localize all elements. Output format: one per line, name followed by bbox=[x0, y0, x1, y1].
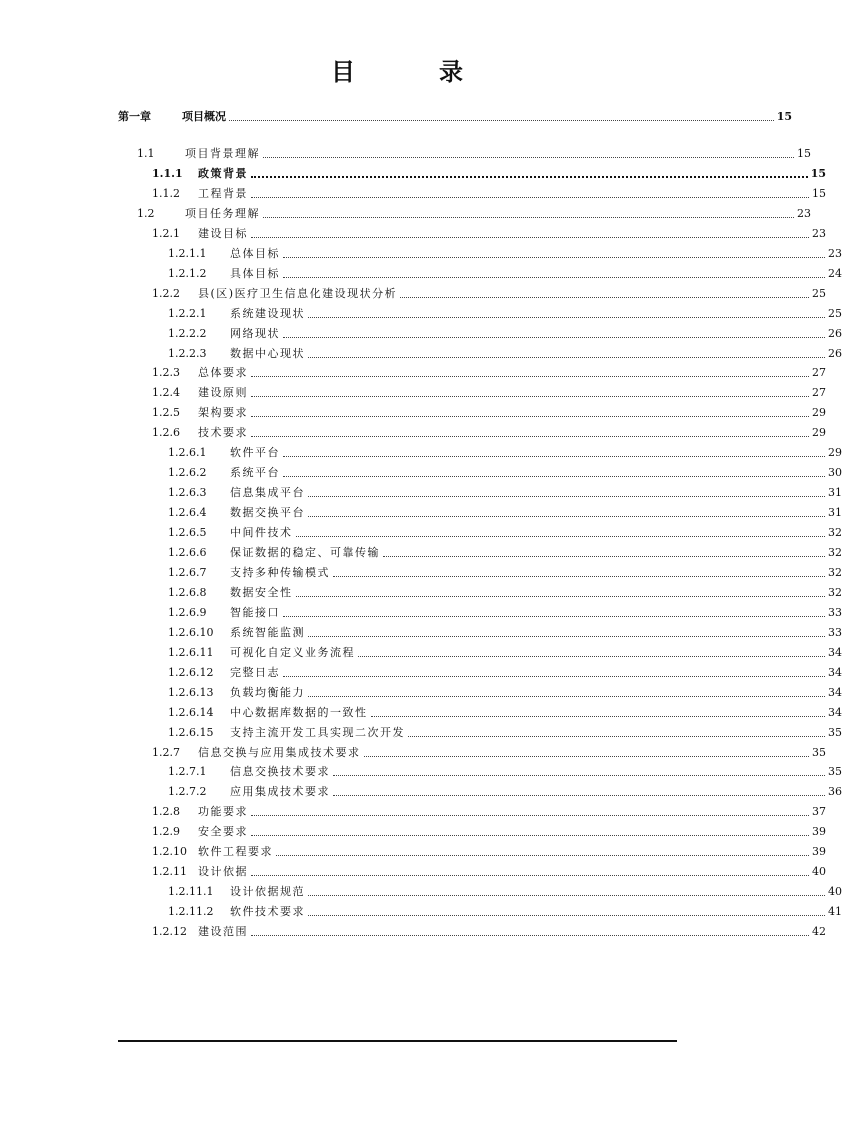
toc-entry bbox=[0, 584, 842, 600]
toc-entry-title: 总体目标 bbox=[230, 246, 280, 260]
toc-entry-number: 1.2.3 bbox=[152, 366, 180, 380]
toc-entry-number: 1.2.6.4 bbox=[168, 506, 207, 520]
footer-divider bbox=[118, 1040, 677, 1042]
dot-leader bbox=[296, 535, 826, 537]
toc-entry-title: 数据交换平台 bbox=[230, 506, 305, 520]
toc-entry-title: 县(区)医疗卫生信息化建设现状分析 bbox=[198, 286, 398, 300]
toc-entry-title: 支持多种传输模式 bbox=[230, 565, 330, 579]
toc-entry-label bbox=[152, 825, 248, 839]
toc-entry bbox=[0, 504, 842, 520]
toc-entry bbox=[0, 664, 842, 680]
toc-page-number: 25 bbox=[828, 306, 842, 320]
toc-page-number: 39 bbox=[812, 825, 826, 839]
toc-entry bbox=[0, 604, 842, 620]
toc-entry-title: 可视化自定义业务流程 bbox=[230, 645, 355, 659]
dot-leader bbox=[283, 455, 825, 457]
toc-entry-label bbox=[168, 586, 293, 600]
toc-entry-number: 1.1 bbox=[137, 147, 155, 160]
toc-entry-title: 软件技术要求 bbox=[230, 905, 305, 919]
toc-entry bbox=[0, 364, 826, 380]
dot-leader bbox=[251, 435, 809, 437]
toc-entry bbox=[0, 644, 842, 660]
toc-entry-label bbox=[168, 885, 305, 899]
toc-entry bbox=[0, 444, 842, 460]
toc-entry bbox=[0, 245, 842, 261]
toc-entry-number: 1.2.11 bbox=[152, 865, 187, 879]
toc-entry-label bbox=[152, 746, 361, 760]
toc-entry bbox=[0, 883, 842, 899]
toc-entry-number: 1.2.6.13 bbox=[168, 685, 214, 699]
toc-entry-title: 数据中心现状 bbox=[230, 346, 305, 360]
dot-leader bbox=[333, 774, 825, 776]
toc-entry-title: 系统建设现状 bbox=[230, 306, 305, 320]
toc-entry-number: 1.2.6.12 bbox=[168, 665, 214, 679]
toc-entry bbox=[0, 384, 826, 400]
toc-entry-title: 政策背景 bbox=[198, 166, 248, 180]
toc-page-number: 24 bbox=[828, 266, 842, 280]
toc-entry-title: 完整日志 bbox=[230, 665, 280, 679]
toc-entry-label bbox=[168, 566, 330, 580]
toc-entry-label bbox=[168, 606, 280, 620]
dot-leader bbox=[251, 874, 809, 876]
toc-entry-title: 软件平台 bbox=[230, 446, 280, 460]
dot-leader bbox=[283, 256, 825, 258]
toc-page-number: 32 bbox=[828, 565, 842, 579]
toc-entry bbox=[0, 783, 842, 799]
toc-entry bbox=[0, 424, 826, 440]
toc-entry-label bbox=[168, 726, 405, 740]
toc-entry-label bbox=[152, 366, 248, 380]
toc-entry-title: 信息集成平台 bbox=[230, 486, 305, 500]
toc-entry-label bbox=[168, 686, 305, 700]
toc-page-number: 33 bbox=[828, 625, 842, 639]
dot-leader bbox=[251, 236, 809, 238]
dot-leader bbox=[383, 555, 825, 557]
toc-entry-title: 具体目标 bbox=[230, 266, 280, 280]
toc-entry bbox=[0, 624, 842, 640]
toc-page-number: 40 bbox=[828, 885, 842, 899]
toc-entry-title: 建设范围 bbox=[198, 925, 248, 939]
toc-page-number: 40 bbox=[812, 865, 826, 879]
toc-entry-title: 项目任务理解 bbox=[185, 206, 260, 220]
toc-entry-title: 工程背景 bbox=[198, 186, 248, 200]
toc-entry-title: 架构要求 bbox=[198, 406, 248, 420]
toc-entry bbox=[0, 923, 826, 939]
dot-leader bbox=[400, 296, 809, 298]
toc-entry-number: 1.2.8 bbox=[152, 805, 180, 819]
toc-entry bbox=[0, 843, 826, 859]
toc-entry bbox=[0, 305, 842, 321]
dot-leader bbox=[308, 356, 825, 358]
toc-entry bbox=[0, 684, 842, 700]
toc-entry-title: 应用集成技术要求 bbox=[230, 785, 330, 799]
toc-entry-label bbox=[152, 865, 248, 879]
toc-entry-label bbox=[168, 785, 330, 799]
toc-entry-title: 中间件技术 bbox=[230, 526, 293, 540]
toc-page-number: 34 bbox=[828, 705, 842, 719]
dot-leader bbox=[333, 794, 825, 796]
toc-entry-title: 信息交换与应用集成技术要求 bbox=[198, 745, 361, 759]
toc-entry bbox=[0, 265, 842, 281]
toc-page-number: 23 bbox=[828, 246, 842, 260]
dot-leader bbox=[251, 415, 809, 417]
toc-entry-label bbox=[152, 386, 248, 400]
toc-page-number: 33 bbox=[828, 605, 842, 619]
toc-entry-number: 1.2.4 bbox=[152, 386, 180, 400]
toc-entry-number: 1.2.2.1 bbox=[168, 306, 207, 320]
toc-entry bbox=[0, 325, 842, 341]
toc-entry-number: 1.2.6.6 bbox=[168, 546, 207, 559]
toc-entry-number: 1.2 bbox=[137, 206, 155, 220]
toc-entry bbox=[0, 524, 842, 540]
toc-entry-title: 数据安全性 bbox=[230, 585, 293, 599]
toc-entry bbox=[0, 863, 826, 879]
toc-page-number: 35 bbox=[828, 725, 842, 739]
toc-entry-title: 技术要求 bbox=[198, 426, 248, 440]
toc-entry bbox=[0, 404, 826, 420]
toc-entry bbox=[0, 724, 842, 740]
toc-page-number: 15 bbox=[810, 166, 826, 180]
dot-leader bbox=[364, 755, 810, 757]
toc-entry-number: 1.2.6.8 bbox=[168, 585, 207, 599]
toc-entry-number: 1.2.6.3 bbox=[168, 486, 207, 500]
toc-entry-number: 1.2.7.1 bbox=[168, 765, 207, 779]
toc-entry-label bbox=[168, 546, 380, 560]
toc-entry-label bbox=[152, 406, 248, 420]
toc-entry-label bbox=[168, 247, 280, 261]
toc-entry-title: 支持主流开发工具实现二次开发 bbox=[230, 725, 405, 739]
toc-entry-number: 1.2.6.7 bbox=[168, 565, 207, 579]
dot-leader bbox=[251, 834, 809, 836]
toc-entry-label bbox=[152, 187, 248, 201]
toc-entry-number: 1.1.2 bbox=[152, 186, 180, 200]
toc-entry bbox=[0, 484, 842, 500]
toc-entry bbox=[0, 205, 811, 221]
toc-entry bbox=[0, 763, 842, 779]
dot-leader bbox=[308, 695, 825, 697]
toc-entry bbox=[0, 345, 842, 361]
toc-page-number: 25 bbox=[812, 286, 826, 300]
toc-page-number: 23 bbox=[797, 206, 811, 220]
toc-page-number: 31 bbox=[828, 486, 842, 500]
toc-page-number: 42 bbox=[812, 925, 826, 939]
toc-entry-number: 1.2.6.10 bbox=[168, 625, 214, 639]
toc-page-number: 34 bbox=[828, 665, 842, 679]
toc-entry-number: 1.2.5 bbox=[152, 406, 180, 420]
toc-page-number: 23 bbox=[812, 226, 826, 240]
toc-entry-title: 系统智能监测 bbox=[230, 625, 305, 639]
toc-entry-number: 1.2.7.2 bbox=[168, 785, 207, 799]
toc-entry-number: 1.2.6.9 bbox=[168, 605, 207, 619]
dot-leader bbox=[251, 175, 808, 178]
toc-entry-label bbox=[168, 267, 280, 281]
toc-entry-title: 设计依据规范 bbox=[230, 885, 305, 899]
toc-entry-title: 软件工程要求 bbox=[198, 845, 273, 859]
toc-page-number: 32 bbox=[828, 526, 842, 540]
toc-page-number: 29 bbox=[812, 406, 826, 420]
toc-entry-title: 项目背景理解 bbox=[185, 147, 260, 160]
dot-leader bbox=[276, 854, 809, 856]
toc-entry-title: 功能要求 bbox=[198, 805, 248, 819]
toc-entry-number: 1.2.6.1 bbox=[168, 446, 207, 460]
dot-leader bbox=[251, 934, 809, 936]
toc-entry-title: 安全要求 bbox=[198, 825, 248, 839]
toc-entry-number: 1.2.6.2 bbox=[168, 466, 207, 480]
dot-leader bbox=[283, 336, 825, 338]
toc-page-number: 32 bbox=[828, 546, 842, 559]
dot-leader bbox=[251, 395, 809, 397]
toc-page-number: 35 bbox=[828, 765, 842, 779]
toc-entry-label bbox=[152, 925, 248, 939]
toc-entry-label bbox=[152, 845, 273, 859]
toc-page-number: 27 bbox=[812, 386, 826, 400]
toc-page-number: 35 bbox=[812, 745, 826, 759]
toc-page-number: 15 bbox=[797, 147, 811, 160]
toc-page-number: 41 bbox=[828, 905, 842, 919]
toc-entry bbox=[0, 464, 842, 480]
dot-leader bbox=[308, 515, 825, 517]
toc-entry-number: 1.2.1 bbox=[152, 226, 180, 240]
dot-leader bbox=[308, 316, 825, 318]
toc-entry-number: 1.2.12 bbox=[152, 925, 187, 939]
toc-chapter bbox=[0, 108, 792, 124]
toc-page-number: 34 bbox=[828, 645, 842, 659]
toc-entry-label bbox=[168, 446, 280, 460]
toc-entry bbox=[0, 544, 842, 560]
toc-entry-label bbox=[152, 426, 248, 440]
toc-entry-label bbox=[137, 207, 260, 221]
toc-entry-title: 信息交换技术要求 bbox=[230, 765, 330, 779]
toc-entry-title: 项目概况 bbox=[182, 110, 226, 123]
toc-entry-number: 1.2.2 bbox=[152, 286, 180, 300]
toc-entry-number: 第一章 bbox=[118, 110, 151, 123]
dot-leader bbox=[408, 735, 825, 737]
dot-leader bbox=[371, 715, 826, 717]
toc-page-number: 31 bbox=[828, 506, 842, 520]
toc-entry-number: 1.1.1 bbox=[152, 166, 183, 180]
dot-leader bbox=[283, 276, 825, 278]
dot-leader bbox=[308, 894, 825, 896]
toc-entry bbox=[0, 165, 826, 181]
toc-page-number: 15 bbox=[812, 186, 826, 200]
toc-entry-number: 1.2.2.3 bbox=[168, 346, 207, 360]
toc-page-number: 39 bbox=[812, 845, 826, 859]
toc-entry-label bbox=[168, 646, 355, 660]
toc-page-number: 27 bbox=[812, 366, 826, 380]
toc-entry-number: 1.2.6.15 bbox=[168, 725, 214, 739]
toc-entry bbox=[0, 704, 842, 720]
dot-leader bbox=[283, 475, 825, 477]
toc-entry-label bbox=[168, 626, 305, 640]
toc-entry bbox=[0, 285, 826, 301]
toc-entry bbox=[0, 823, 826, 839]
toc-page-number: 26 bbox=[828, 346, 842, 360]
toc-entry-title: 建设目标 bbox=[198, 226, 248, 240]
toc-page-number: 37 bbox=[812, 805, 826, 819]
toc-entry-title: 中心数据库数据的一致性 bbox=[230, 705, 368, 719]
toc-entry-number: 1.2.6.14 bbox=[168, 705, 214, 719]
toc-entry bbox=[0, 185, 826, 201]
toc-entry bbox=[0, 903, 842, 919]
toc-entry-title: 系统平台 bbox=[230, 466, 280, 480]
toc-entry-number: 1.2.11.1 bbox=[168, 885, 214, 899]
toc-entry-title: 智能接口 bbox=[230, 605, 280, 619]
toc-entry-title: 总体要求 bbox=[198, 366, 248, 380]
dot-leader bbox=[296, 595, 826, 597]
toc-entry-title: 建设原则 bbox=[198, 386, 248, 400]
dot-leader bbox=[229, 119, 774, 121]
toc-entry-label bbox=[168, 666, 280, 680]
toc-entry-label bbox=[168, 506, 305, 520]
toc-page-number: 36 bbox=[828, 785, 842, 799]
toc-entry bbox=[0, 225, 826, 241]
dot-leader bbox=[308, 635, 825, 637]
dot-leader bbox=[251, 196, 809, 198]
dot-leader bbox=[358, 655, 825, 657]
toc-page-number: 29 bbox=[812, 426, 826, 440]
page-title: 目 录 bbox=[331, 58, 493, 86]
toc-entry-number: 1.2.1.2 bbox=[168, 266, 207, 280]
toc-page-number: 15 bbox=[776, 110, 792, 123]
toc-entry-label bbox=[118, 110, 226, 124]
toc-entry-label bbox=[168, 466, 280, 480]
dot-leader bbox=[283, 675, 825, 677]
toc-entry-label bbox=[152, 805, 248, 819]
toc-entry-label bbox=[168, 307, 305, 321]
toc-entry-number: 1.2.2.2 bbox=[168, 326, 207, 340]
toc-entry-title: 网络现状 bbox=[230, 326, 280, 340]
dot-leader bbox=[263, 156, 794, 158]
toc-entry-label bbox=[137, 147, 260, 161]
toc-page-number: 32 bbox=[828, 585, 842, 599]
toc-entry-number: 1.2.1.1 bbox=[168, 246, 207, 260]
toc-entry-title: 保证数据的稳定、可靠传输 bbox=[230, 546, 380, 559]
toc-entry-title: 设计依据 bbox=[198, 865, 248, 879]
toc-page-number: 30 bbox=[828, 466, 842, 480]
toc-entry bbox=[0, 564, 842, 580]
toc-entry-title: 负载均衡能力 bbox=[230, 685, 305, 699]
toc-entry-label bbox=[168, 486, 305, 500]
toc-entry-label bbox=[168, 347, 305, 361]
toc-entry-number: 1.2.11.2 bbox=[168, 905, 214, 919]
dot-leader bbox=[251, 814, 809, 816]
dot-leader bbox=[308, 495, 825, 497]
dot-leader bbox=[308, 914, 825, 916]
toc-entry bbox=[0, 744, 826, 760]
toc-page-number: 26 bbox=[828, 326, 842, 340]
toc-entry bbox=[0, 803, 826, 819]
toc-page-number: 34 bbox=[828, 685, 842, 699]
toc-page-number: 29 bbox=[828, 446, 842, 460]
toc-entry-number: 1.2.7 bbox=[152, 745, 180, 759]
toc-entry bbox=[0, 145, 811, 161]
toc-entry-label bbox=[152, 227, 248, 241]
dot-leader bbox=[263, 216, 794, 218]
toc-entry-label bbox=[168, 327, 280, 341]
toc-entry-number: 1.2.6.11 bbox=[168, 645, 214, 659]
toc-entry-number: 1.2.9 bbox=[152, 825, 180, 839]
toc-entry-label bbox=[152, 167, 248, 181]
toc-entry-label bbox=[168, 706, 368, 720]
toc-entry-label bbox=[152, 287, 397, 301]
dot-leader bbox=[251, 375, 809, 377]
dot-leader bbox=[283, 615, 825, 617]
toc-entry-number: 1.2.10 bbox=[152, 845, 187, 859]
toc-entry-label bbox=[168, 765, 330, 779]
toc-entry-number: 1.2.6 bbox=[152, 426, 180, 440]
toc-entry-number: 1.2.6.5 bbox=[168, 526, 207, 540]
dot-leader bbox=[333, 575, 825, 577]
toc-entry-label bbox=[168, 905, 305, 919]
toc-entry-label bbox=[168, 526, 293, 540]
